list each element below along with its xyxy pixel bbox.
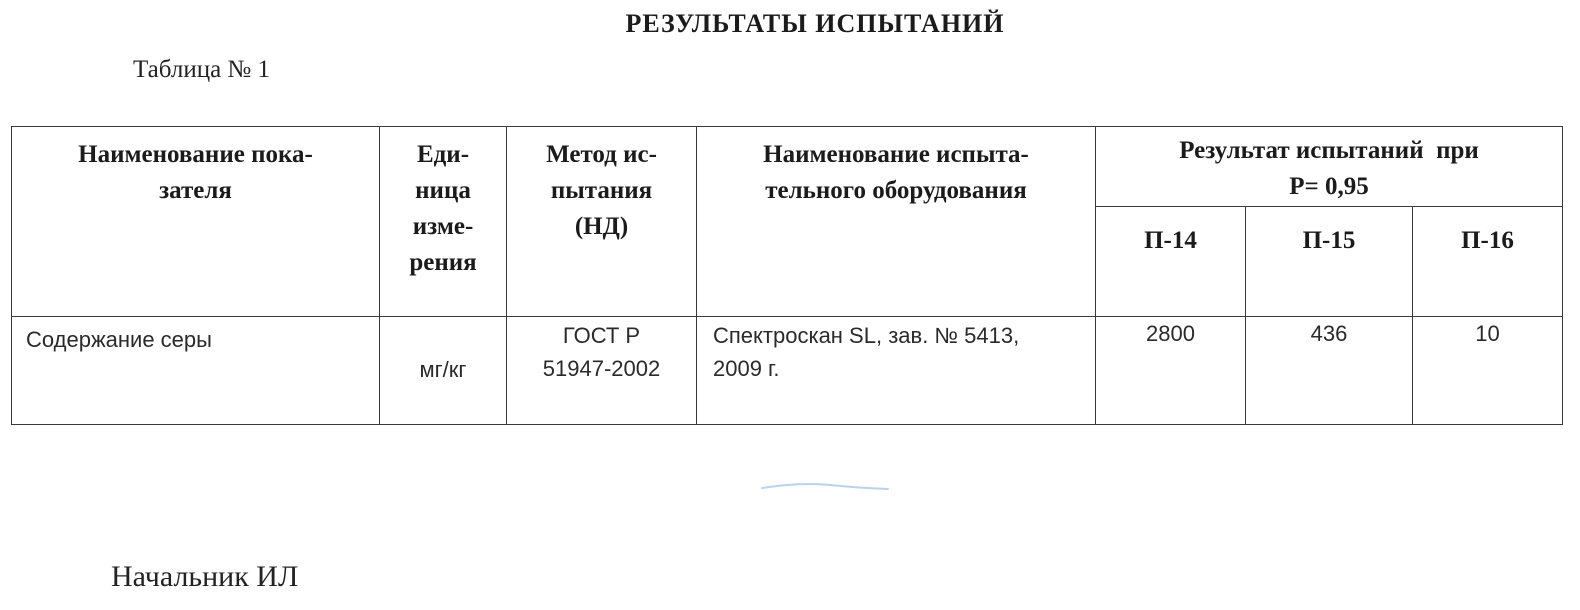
stamp-trace — [760, 480, 890, 494]
table-header-row — [12, 127, 1563, 207]
header-result-group: Результат испытаний при P= 0,95 — [1096, 127, 1563, 207]
header-equipment-name: Наименование испыта- тельного оборудования — [697, 127, 1096, 317]
page-title: РЕЗУЛЬТАТЫ ИСПЫТАНИЙ — [625, 9, 1005, 38]
cell-value-p15: 436 — [1246, 317, 1413, 425]
cell-unit: мг/кг — [380, 317, 507, 425]
cell-value-p14: 2800 — [1096, 317, 1246, 425]
signature-label: Начальник ИЛ — [111, 560, 299, 593]
header-test-method: Метод ис- пытания (НД) — [507, 127, 697, 317]
cell-indicator-name: Содержание серы — [12, 317, 380, 425]
table-row — [12, 317, 1563, 425]
table-caption: Таблица № 1 — [133, 56, 271, 83]
header-sample-p15: П-15 — [1246, 207, 1413, 317]
header-unit: Еди- ница изме- рения — [380, 127, 507, 317]
header-sample-p14: П-14 — [1096, 207, 1246, 317]
cell-test-method — [507, 317, 697, 425]
equipment-name-line: Спектроскан SL, зав. № 5413, 2009 г. — [713, 323, 1020, 381]
results-table — [11, 126, 1563, 425]
test-method-line: ГОСТ Р 51947-2002 — [542, 323, 661, 381]
cell-equipment-name — [697, 317, 1096, 425]
header-indicator-name: Наименование пока- зателя — [12, 127, 380, 317]
cell-value-p16: 10 — [1413, 317, 1563, 425]
header-sample-p16: П-16 — [1413, 207, 1563, 317]
